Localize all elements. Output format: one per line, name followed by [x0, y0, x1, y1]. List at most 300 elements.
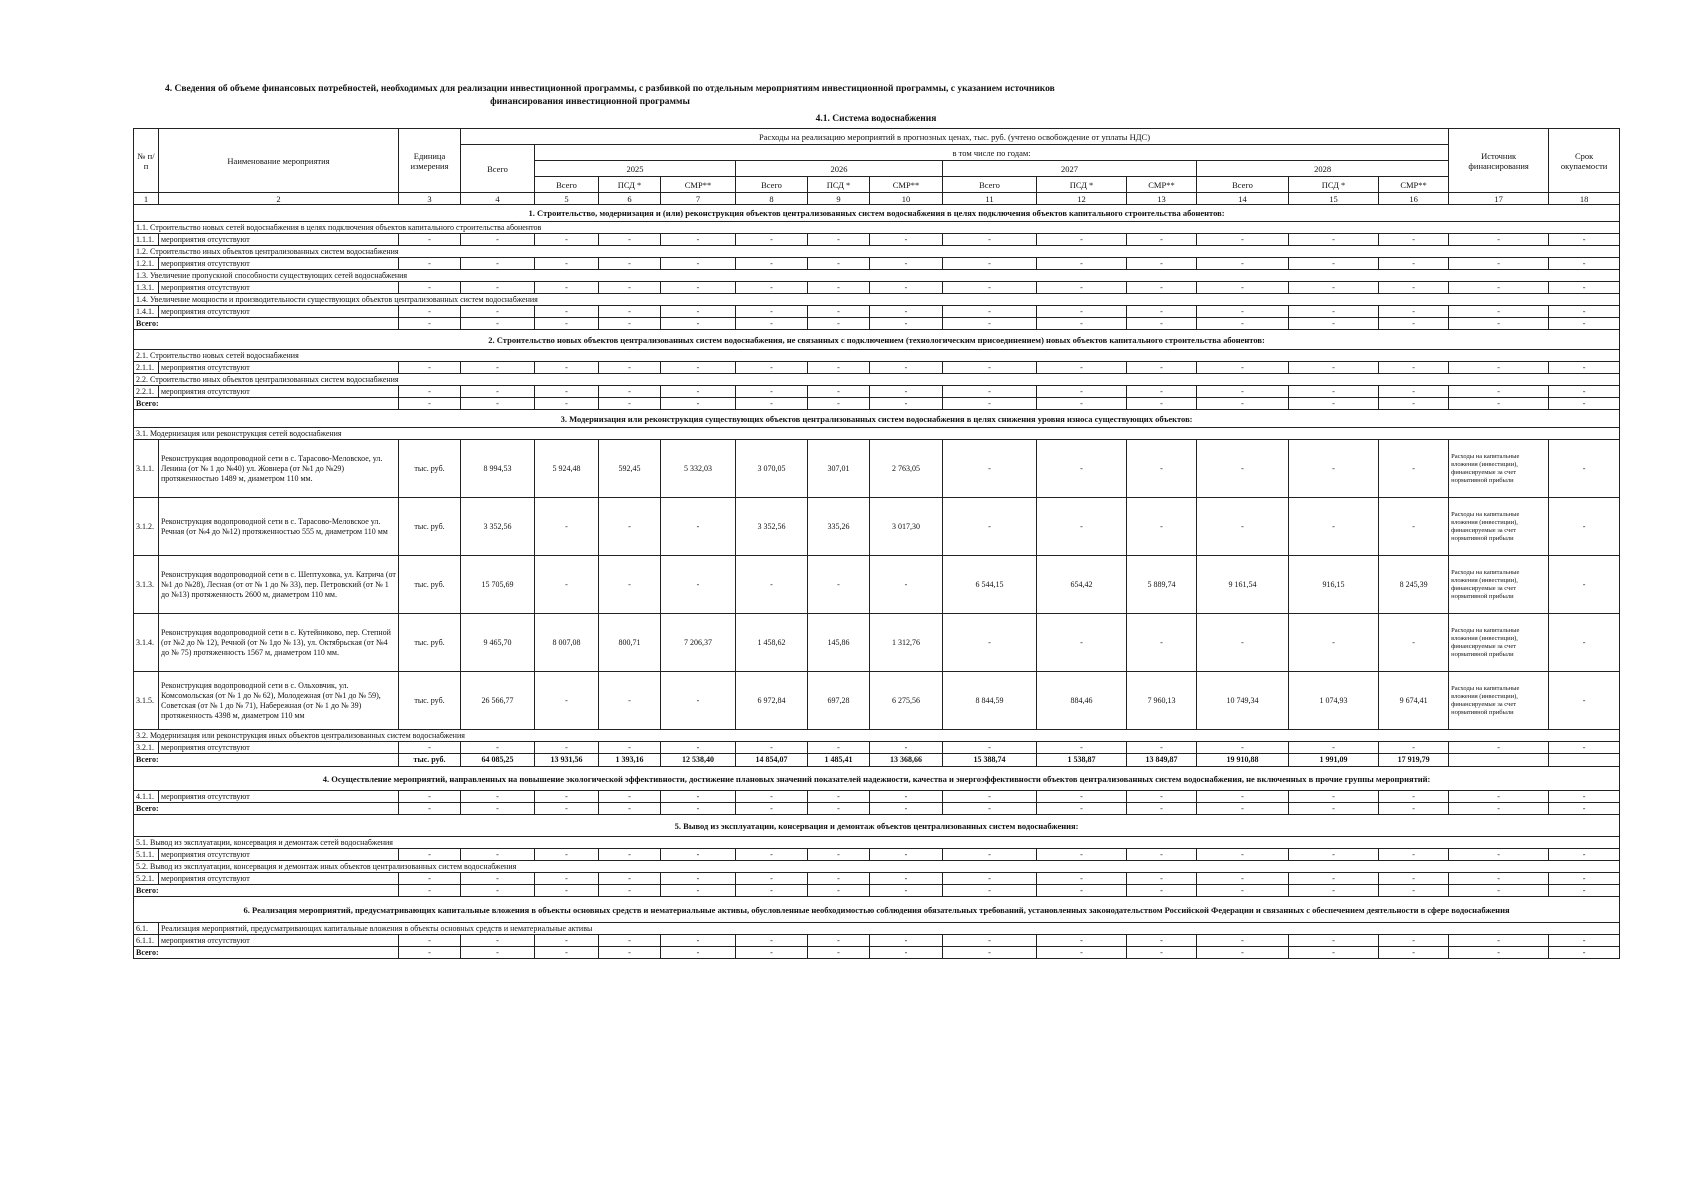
row-name: мероприятия отсутствуют — [159, 849, 399, 861]
section-heading-text: 6. Реализация мероприятий, предусматривающих капитальные вложения в объекты основных средств и нематериальные активы, обусловленные необходимостью соблюдения обязательных требований, установленных законодательством Российской Федерации и связанных с обеспечением деятельности в сфере водоснабжения — [134, 897, 1620, 923]
value-cell: - — [1197, 873, 1289, 885]
value-cell: - — [599, 947, 661, 959]
value-cell: - — [1289, 614, 1379, 672]
row-name: мероприятия отсутствуют — [159, 282, 399, 294]
funding-source: Расходы на капитальные вложения (инвестиции), финансируемые за счет нормативной прибыли — [1449, 672, 1549, 730]
value-cell: - — [1449, 386, 1549, 398]
value-cell: - — [870, 398, 943, 410]
payback: - — [1549, 614, 1620, 672]
value-cell: - — [661, 873, 736, 885]
value-cell: - — [661, 498, 736, 556]
value-cell: - — [461, 742, 535, 754]
value-cell: - — [461, 306, 535, 318]
value-cell: - — [461, 258, 535, 270]
payback: - — [1549, 498, 1620, 556]
value-cell: - — [399, 947, 461, 959]
value-cell: - — [399, 234, 461, 246]
table-row — [134, 234, 1620, 246]
value-cell: - — [943, 386, 1037, 398]
value-cell: - — [1037, 362, 1127, 374]
value-cell: - — [399, 318, 461, 330]
value-cell: - — [535, 791, 599, 803]
subsection-heading — [134, 222, 1620, 234]
value-cell: 12 538,40 — [661, 754, 736, 767]
header-year-2026: 2026 — [736, 161, 943, 177]
subsection-heading-text: Реализация мероприятий, предусматривающих капитальные вложения в объекты основных средств и нематериальные активы — [159, 923, 1620, 935]
value-cell: - — [1127, 885, 1197, 897]
value-cell: - — [1449, 803, 1549, 815]
subsection-heading-text: 1.2. Строительство иных объектов централизованных систем водоснабжения — [134, 246, 1620, 258]
value-cell: - — [1197, 885, 1289, 897]
value-cell: - — [943, 498, 1037, 556]
table-row — [134, 849, 1620, 861]
value-cell: - — [1197, 742, 1289, 754]
table-row — [134, 935, 1620, 947]
value-cell: - — [599, 306, 661, 318]
value-cell: 1 458,62 — [736, 614, 808, 672]
value-cell: 7 206,37 — [661, 614, 736, 672]
value-cell: 8 844,59 — [943, 672, 1037, 730]
table-row — [134, 306, 1620, 318]
value-cell: - — [1289, 306, 1379, 318]
value-cell: - — [1197, 498, 1289, 556]
value-cell: 7 960,13 — [1127, 672, 1197, 730]
column-number: 9 — [808, 193, 870, 205]
table-row — [134, 873, 1620, 885]
subsection-heading — [134, 350, 1620, 362]
value-cell: - — [661, 318, 736, 330]
value-cell: - — [1197, 791, 1289, 803]
value-cell: - — [808, 258, 870, 270]
value-cell: - — [1037, 791, 1127, 803]
value-cell: 14 854,07 — [736, 754, 808, 767]
value-cell: - — [1127, 614, 1197, 672]
subsection-heading — [134, 294, 1620, 306]
value-cell: - — [1289, 791, 1379, 803]
value-cell: - — [870, 362, 943, 374]
header-num: № п/п — [134, 129, 159, 193]
value-cell: 800,71 — [599, 614, 661, 672]
value-cell: - — [1289, 803, 1379, 815]
funding-source: Расходы на капитальные вложения (инвестиции), финансируемые за счет нормативной прибыли — [1449, 614, 1549, 672]
value-cell: - — [535, 885, 599, 897]
value-cell: - — [943, 873, 1037, 885]
value-cell: - — [1037, 234, 1127, 246]
project-name: Реконструкция водопроводной сети в с. Тарасово-Меловское ул. Речная (от №4 до №12) протяженностью 555 м, диаметром 110 мм — [159, 498, 399, 556]
total-row — [134, 318, 1620, 330]
value-cell: - — [1037, 614, 1127, 672]
value-cell: - — [1549, 398, 1620, 410]
value-cell: - — [535, 498, 599, 556]
value-cell: - — [599, 556, 661, 614]
document-title: 4. Сведения об объеме финансовых потребностей, необходимых для реализации инвестиционной программы, с разбивкой по отдельным мероприятиям инвестиционной программы, с указанием источников — [165, 84, 1055, 94]
value-cell: - — [399, 258, 461, 270]
value-cell: - — [870, 935, 943, 947]
total-label: Всего: — [134, 947, 399, 959]
row-number: 3.2.1. — [134, 742, 159, 754]
total-label: Всего: — [134, 318, 399, 330]
value-cell: - — [1037, 306, 1127, 318]
value-cell: - — [1289, 362, 1379, 374]
header-sub-total: Всего — [1197, 177, 1289, 193]
value-cell: - — [461, 935, 535, 947]
value-cell: - — [535, 234, 599, 246]
column-number: 17 — [1449, 193, 1549, 205]
value-cell: - — [1037, 318, 1127, 330]
funding-source: Расходы на капитальные вложения (инвестиции), финансируемые за счет нормативной прибыли — [1449, 440, 1549, 498]
value-cell: - — [1289, 935, 1379, 947]
subsection-heading — [134, 270, 1620, 282]
row-name: мероприятия отсутствуют — [159, 258, 399, 270]
unit: тыс. руб. — [399, 498, 461, 556]
row-name: мероприятия отсутствуют — [159, 935, 399, 947]
row-number: 2.1.1. — [134, 362, 159, 374]
total-row — [134, 398, 1620, 410]
value-cell: - — [870, 742, 943, 754]
header-year-2027: 2027 — [943, 161, 1197, 177]
empty-cell — [1449, 754, 1549, 767]
value-cell: - — [808, 556, 870, 614]
section-title: 4.1. Система водоснабжения — [815, 114, 937, 124]
value-cell: - — [661, 791, 736, 803]
value-cell: - — [1197, 306, 1289, 318]
value-cell: 10 749,34 — [1197, 672, 1289, 730]
table-row — [134, 258, 1620, 270]
header-sub-total: Всего — [535, 177, 599, 193]
value-cell: 13 849,87 — [1127, 754, 1197, 767]
value-cell: 9 674,41 — [1379, 672, 1449, 730]
value-cell: - — [943, 362, 1037, 374]
value-cell: 5 924,48 — [535, 440, 599, 498]
value-cell: - — [1037, 849, 1127, 861]
value-cell: - — [661, 935, 736, 947]
header-sub-total: Всего — [943, 177, 1037, 193]
value-cell: - — [1127, 234, 1197, 246]
value-cell: - — [1379, 849, 1449, 861]
value-cell: - — [661, 672, 736, 730]
value-cell: - — [1549, 885, 1620, 897]
header-sub-smr: СМР** — [870, 177, 943, 193]
project-name: Реконструкция водопроводной сети в с. Тарасово-Меловское, ул. Ленина (от № 1 до №40) ул. Жовнера (от №1 до №29) протяженностью 1489 м, диаметром 110 мм. — [159, 440, 399, 498]
value-cell: - — [599, 791, 661, 803]
value-cell: - — [399, 885, 461, 897]
subsection-heading-text: 2.1. Строительство новых сетей водоснабжения — [134, 350, 1620, 362]
value-cell: - — [1127, 306, 1197, 318]
value-cell: - — [1449, 398, 1549, 410]
value-cell: - — [1127, 742, 1197, 754]
value-cell: - — [808, 398, 870, 410]
financial-needs-table — [133, 128, 1620, 959]
value-cell: - — [1289, 386, 1379, 398]
value-cell: - — [535, 306, 599, 318]
value-cell: - — [535, 672, 599, 730]
project-row — [134, 614, 1620, 672]
value-cell: - — [1197, 614, 1289, 672]
value-cell: - — [1127, 498, 1197, 556]
row-number: 3.1.2. — [134, 498, 159, 556]
header-sub-smr: СМР** — [661, 177, 736, 193]
value-cell: - — [1449, 234, 1549, 246]
value-cell: - — [1379, 935, 1449, 947]
value-cell: - — [1127, 803, 1197, 815]
header-expenses: Расходы на реализацию мероприятий в прогнозных ценах, тыс. руб. (учтено освобождение от уплаты НДС) — [461, 129, 1449, 145]
value-cell: 15 388,74 — [943, 754, 1037, 767]
value-cell: - — [736, 318, 808, 330]
value-cell: - — [1289, 258, 1379, 270]
value-cell: - — [399, 935, 461, 947]
value-cell: - — [870, 386, 943, 398]
row-number: 3.1.3. — [134, 556, 159, 614]
funding-source: Расходы на капитальные вложения (инвестиции), финансируемые за счет нормативной прибыли — [1449, 498, 1549, 556]
value-cell: - — [808, 362, 870, 374]
value-cell: 5 332,03 — [661, 440, 736, 498]
value-cell: - — [870, 556, 943, 614]
value-cell: - — [661, 362, 736, 374]
value-cell: - — [808, 386, 870, 398]
value-cell: - — [870, 885, 943, 897]
value-cell: - — [461, 885, 535, 897]
column-number: 7 — [661, 193, 736, 205]
value-cell: - — [661, 947, 736, 959]
value-cell: - — [661, 398, 736, 410]
header-sub-psd: ПСД * — [1037, 177, 1127, 193]
payback: - — [1549, 672, 1620, 730]
value-cell: - — [1549, 947, 1620, 959]
value-cell: - — [1449, 282, 1549, 294]
value-cell: - — [1379, 803, 1449, 815]
value-cell: - — [461, 234, 535, 246]
project-name: Реконструкция водопроводной сети в с. Кутейниково, пер. Степной (от №2 до № 12), Речной (от № 1до № 13), ул. Октябрьская (от №4 до № 75) протяженность 1567 м, диаметром 110 мм. — [159, 614, 399, 672]
value-cell: - — [1379, 440, 1449, 498]
value-cell: 3 017,30 — [870, 498, 943, 556]
value-cell: - — [535, 742, 599, 754]
value-cell: - — [599, 498, 661, 556]
value-cell: - — [943, 258, 1037, 270]
value-cell: - — [461, 849, 535, 861]
value-cell: - — [1379, 234, 1449, 246]
unit: тыс. руб. — [399, 614, 461, 672]
value-cell: - — [1549, 935, 1620, 947]
value-cell: - — [399, 803, 461, 815]
value-cell: - — [736, 935, 808, 947]
value-cell: - — [808, 318, 870, 330]
value-cell: - — [1449, 885, 1549, 897]
value-cell: - — [870, 849, 943, 861]
header-source: Источник финансирования — [1449, 129, 1549, 193]
value-cell: - — [1127, 873, 1197, 885]
value-cell: - — [1379, 282, 1449, 294]
value-cell: - — [1289, 318, 1379, 330]
value-cell: - — [661, 306, 736, 318]
section-heading — [134, 410, 1620, 428]
table-row — [134, 791, 1620, 803]
value-cell: - — [1197, 362, 1289, 374]
value-cell: - — [1289, 947, 1379, 959]
value-cell: - — [1449, 947, 1549, 959]
value-cell: - — [399, 791, 461, 803]
value-cell: - — [1379, 947, 1449, 959]
section-heading — [134, 205, 1620, 222]
value-cell: - — [1127, 282, 1197, 294]
value-cell: - — [1127, 947, 1197, 959]
column-number: 8 — [736, 193, 808, 205]
value-cell: - — [1037, 885, 1127, 897]
value-cell: - — [736, 556, 808, 614]
value-cell: 145,86 — [808, 614, 870, 672]
total-row — [134, 947, 1620, 959]
value-cell: - — [599, 885, 661, 897]
value-cell: - — [1197, 282, 1289, 294]
total-label: Всего: — [134, 754, 399, 767]
value-cell: - — [1127, 440, 1197, 498]
value-cell: - — [1379, 362, 1449, 374]
value-cell: - — [1037, 258, 1127, 270]
value-cell: - — [1197, 258, 1289, 270]
value-cell: - — [1379, 742, 1449, 754]
header-by-years: в том числе по годам: — [535, 145, 1449, 161]
column-number: 2 — [159, 193, 399, 205]
value-cell: - — [870, 234, 943, 246]
value-cell: 3 352,56 — [461, 498, 535, 556]
value-cell: - — [1549, 742, 1620, 754]
value-cell: - — [535, 803, 599, 815]
table-row — [134, 282, 1620, 294]
value-cell: - — [1379, 318, 1449, 330]
value-cell: - — [808, 947, 870, 959]
column-number: 4 — [461, 193, 535, 205]
header-year-2028: 2028 — [1197, 161, 1449, 177]
total-row — [134, 885, 1620, 897]
value-cell: - — [1549, 386, 1620, 398]
column-number: 13 — [1127, 193, 1197, 205]
value-cell: - — [1449, 849, 1549, 861]
value-cell: - — [1037, 935, 1127, 947]
unit: тыс. руб. — [399, 556, 461, 614]
row-number: 6.1. — [134, 923, 159, 935]
value-cell: 8 245,39 — [1379, 556, 1449, 614]
value-cell: 1 393,16 — [599, 754, 661, 767]
row-name: мероприятия отсутствуют — [159, 234, 399, 246]
value-cell: - — [1127, 398, 1197, 410]
value-cell: - — [1379, 498, 1449, 556]
section-heading — [134, 330, 1620, 350]
value-cell: - — [1449, 742, 1549, 754]
value-cell: - — [535, 258, 599, 270]
value-cell: - — [736, 791, 808, 803]
value-cell: - — [1449, 873, 1549, 885]
project-row — [134, 498, 1620, 556]
value-cell: - — [1127, 935, 1197, 947]
value-cell: - — [461, 386, 535, 398]
total-row — [134, 803, 1620, 815]
project-name: Реконструкция водопроводной сети в с. Ольховчик, ул. Комсомольская (от № 1 до № 62), Молодежная (от №1 до № 59), Советская (от № 1 до № 71), Набережная (от № 1 до № 39) протяженность 4398 м, диаметром 110 мм — [159, 672, 399, 730]
subsection-heading-text: 3.1. Модернизация или реконструкция сетей водоснабжения — [134, 428, 1620, 440]
total-row — [134, 754, 1620, 767]
value-cell: - — [535, 386, 599, 398]
value-cell: - — [1289, 234, 1379, 246]
column-number: 18 — [1549, 193, 1620, 205]
column-number: 10 — [870, 193, 943, 205]
subsection-heading — [134, 246, 1620, 258]
value-cell: 8 007,08 — [535, 614, 599, 672]
value-cell: 307,01 — [808, 440, 870, 498]
value-cell: - — [661, 849, 736, 861]
value-cell: - — [1549, 318, 1620, 330]
value-cell: - — [943, 742, 1037, 754]
value-cell: - — [736, 885, 808, 897]
value-cell: - — [399, 849, 461, 861]
total-label: Всего: — [134, 803, 399, 815]
row-number: 5.2.1. — [134, 873, 159, 885]
value-cell: - — [943, 398, 1037, 410]
value-cell: - — [535, 282, 599, 294]
value-cell: - — [661, 885, 736, 897]
value-cell: - — [736, 873, 808, 885]
row-name: мероприятия отсутствуют — [159, 306, 399, 318]
row-name: мероприятия отсутствуют — [159, 873, 399, 885]
value-cell: - — [943, 440, 1037, 498]
value-cell: - — [870, 282, 943, 294]
section-heading-text: 1. Строительство, модернизация и (или) реконструкция объектов централизованных систем водоснабжения в целях подключения объектов капитального строительства абонентов: — [134, 205, 1620, 222]
header-sub-smr: СМР** — [1379, 177, 1449, 193]
value-cell: - — [736, 234, 808, 246]
column-number: 12 — [1037, 193, 1127, 205]
value-cell: - — [599, 742, 661, 754]
value-cell: - — [1197, 440, 1289, 498]
value-cell: - — [1449, 258, 1549, 270]
subsection-heading — [134, 861, 1620, 873]
value-cell: - — [535, 849, 599, 861]
column-number: 3 — [399, 193, 461, 205]
value-cell: 6 544,15 — [943, 556, 1037, 614]
header-sub-psd: ПСД * — [808, 177, 870, 193]
value-cell: - — [1127, 362, 1197, 374]
value-cell: 17 919,79 — [1379, 754, 1449, 767]
value-cell: - — [1379, 398, 1449, 410]
header-payback: Срок окупаемости — [1549, 129, 1620, 193]
value-cell: - — [1037, 873, 1127, 885]
value-cell: - — [1549, 849, 1620, 861]
value-cell: - — [808, 282, 870, 294]
value-cell: - — [1549, 282, 1620, 294]
value-cell: 19 910,88 — [1197, 754, 1289, 767]
value-cell: - — [599, 234, 661, 246]
value-cell: - — [535, 398, 599, 410]
section-heading-text: 4. Осуществление мероприятий, направленных на повышение экологической эффективности, достижение плановых значений показателей надежности, качества и энергоэффективности объектов централизованных систем водоснабжения, не включенных в прочие группы мероприятий: — [134, 767, 1620, 791]
payback: - — [1549, 440, 1620, 498]
value-cell: - — [1127, 318, 1197, 330]
subsection-heading — [134, 428, 1620, 440]
value-cell: - — [399, 306, 461, 318]
value-cell: - — [1197, 849, 1289, 861]
total-label: Всего: — [134, 885, 399, 897]
value-cell: - — [1289, 498, 1379, 556]
value-cell: - — [1549, 803, 1620, 815]
subsection-heading-text: 1.1. Строительство новых сетей водоснабжения в целях подключения объектов капитального строительства абонентов — [134, 222, 1620, 234]
column-number: 16 — [1379, 193, 1449, 205]
value-cell: - — [535, 318, 599, 330]
value-cell: - — [1127, 791, 1197, 803]
header-sub-psd: ПСД * — [599, 177, 661, 193]
header-year-2025: 2025 — [535, 161, 736, 177]
value-cell: - — [870, 873, 943, 885]
header-sub-psd: ПСД * — [1289, 177, 1379, 193]
value-cell: - — [1037, 742, 1127, 754]
row-number: 1.1.1. — [134, 234, 159, 246]
value-cell: - — [1037, 386, 1127, 398]
value-cell: - — [461, 362, 535, 374]
value-cell: 26 566,77 — [461, 672, 535, 730]
